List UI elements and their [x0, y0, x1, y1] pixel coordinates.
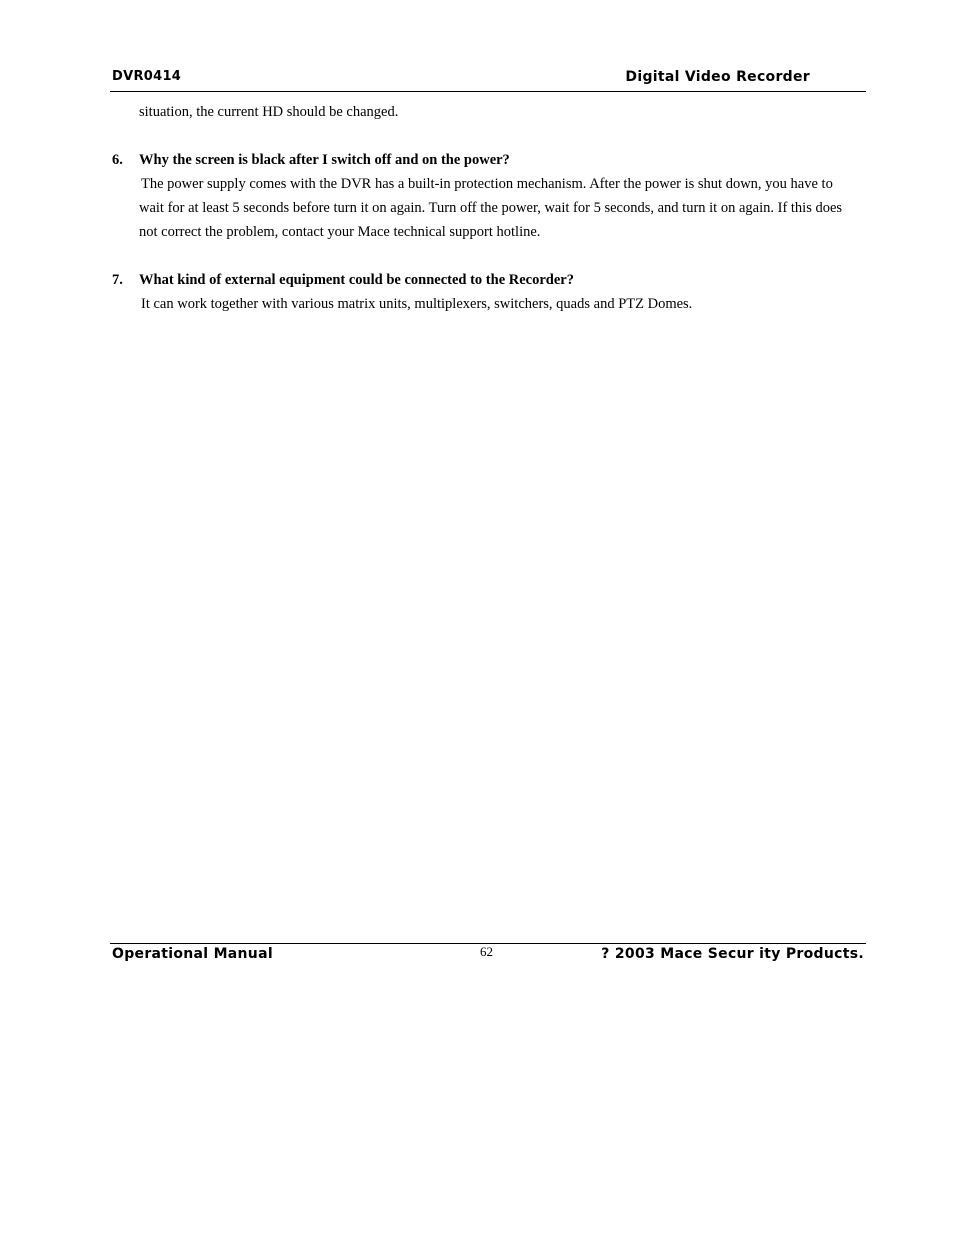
faq-question-text: What kind of external equipment could be connected to the Recorder?	[139, 272, 574, 288]
faq-number: 6.	[112, 152, 123, 168]
faq-answer	[110, 172, 850, 244]
page-number: 62	[480, 944, 493, 959]
faq-answer-text: It can work together with various matrix units, multiplexers, switchers, quads and PTZ Domes.	[141, 296, 693, 312]
faq-question	[110, 148, 850, 172]
faq-question	[110, 268, 850, 292]
footer-title: Operational Manual	[112, 946, 273, 962]
header-model: DVR0414	[112, 69, 182, 84]
faq-answer	[110, 292, 850, 316]
page-content	[110, 100, 850, 316]
faq-item-6	[110, 148, 850, 244]
faq-item-7	[110, 268, 850, 316]
page-footer	[110, 943, 866, 968]
faq-answer-text: The power supply comes with the DVR has a built-in protection mechanism. After the power is shut down, you have to wait for at least 5 seconds before turn it on again. Turn off the power, wait for 5 seconds, and turn it on again. If this does not correct the problem, contact your Mace technical support hotline.	[139, 176, 843, 240]
faq-number: 7.	[112, 272, 123, 288]
faq-question-text: Why the screen is black after I switch off and on the power?	[139, 152, 510, 168]
page-header	[110, 69, 866, 92]
continuation-text: situation, the current HD should be changed.	[139, 104, 399, 120]
footer-copyright: ? 2003 Mace Secur ity Products.	[601, 946, 864, 962]
header-product: Digital Video Recorder	[625, 69, 810, 85]
